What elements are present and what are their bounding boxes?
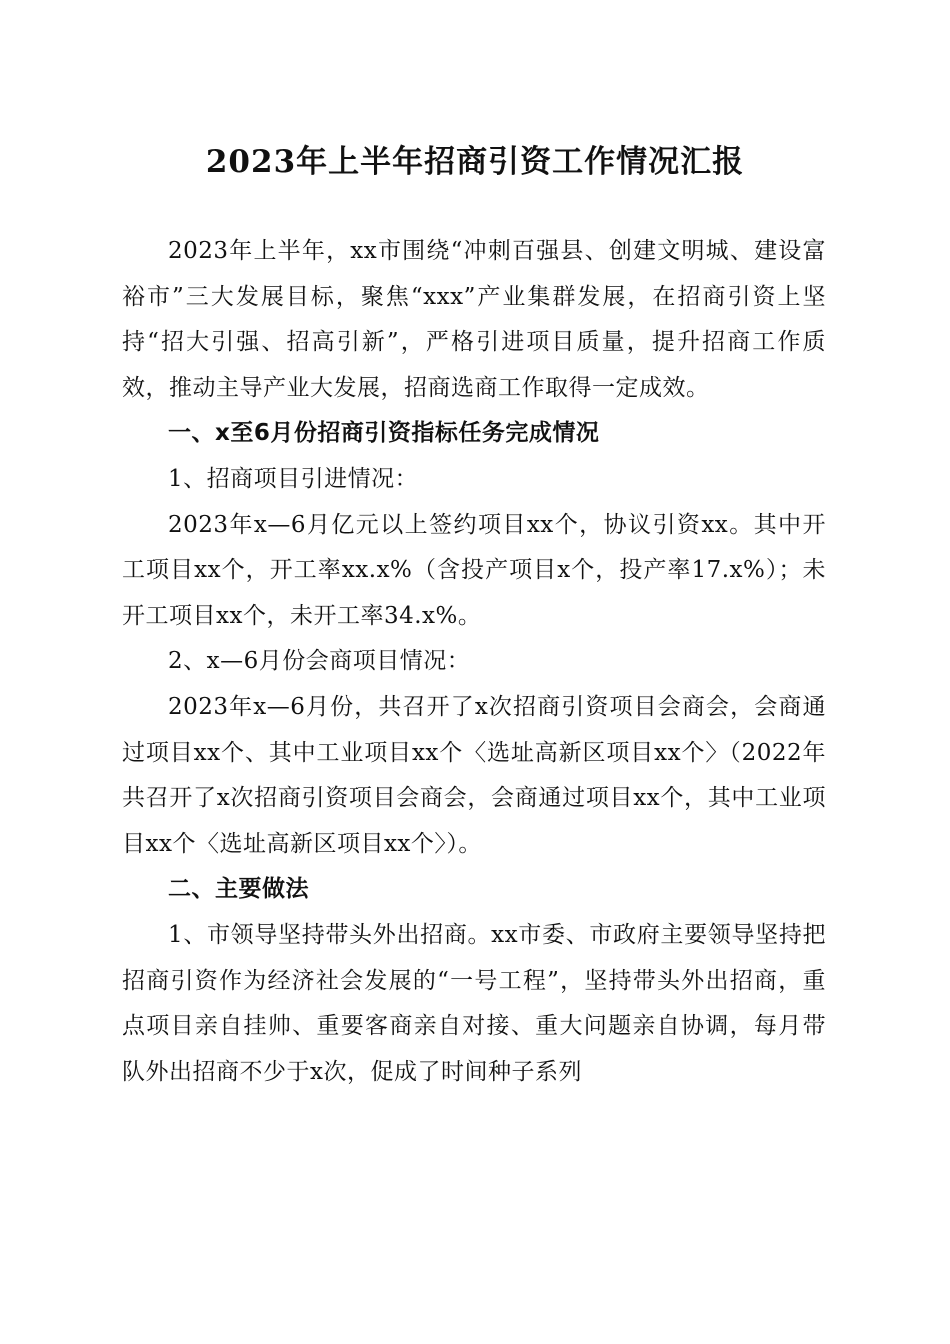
- document-title: 2023年上半年招商引资工作情况汇报: [205, 144, 745, 180]
- section-1-item-2-title: 2、x—6月份会商项目情况：: [168, 648, 471, 675]
- section-2-heading: 二、主要做法: [168, 876, 309, 903]
- section-1-item-1-title: 1、招商项目引进情况：: [168, 465, 419, 492]
- section-1-item-1-body: 2023年x—6月亿元以上签约项目xx个，协议引资xx。其中开工项目xx个，开工率xx.x%（含投产项目x个，投产率17.x%）；未开工项目xx个，未开工率34.x%。: [122, 511, 826, 629]
- section-2-item-1-body: 1、市领导坚持带头外出招商。xx市委、市政府主要领导坚持把招商引资作为经济社会发展的“一号工程”，坚持带头外出招商，重点项目亲自挂帅、重要客商亲自对接、重大问题亲自协调，每月带队外出招商不少于x次，促成了时间种子系列: [122, 921, 826, 1085]
- intro-paragraph: 2023年上半年，xx市围绕“冲刺百强县、创建文明城、建设富裕市”三大发展目标，聚焦“xxx”产业集群发展，在招商引资上坚持“招大引强、招高引新”，严格引进项目质量，提升招商工作质效，推动主导产业大发展，招商选商工作取得一定成效。: [122, 238, 826, 401]
- section-1-item-2-body: 2023年x—6月份，共召开了x次招商引资项目会商会，会商通过项目xx个、其中工业项目xx个〈选址高新区项目xx个〉（2022年共召开了x次招商引资项目会商会，会商通过项目xx个，其中工业项目xx个〈选址高新区项目xx个〉）。: [122, 693, 826, 857]
- section-1-heading: 一、x至6月份招商引资指标任务完成情况: [168, 420, 600, 447]
- document-body: [122, 229, 826, 1095]
